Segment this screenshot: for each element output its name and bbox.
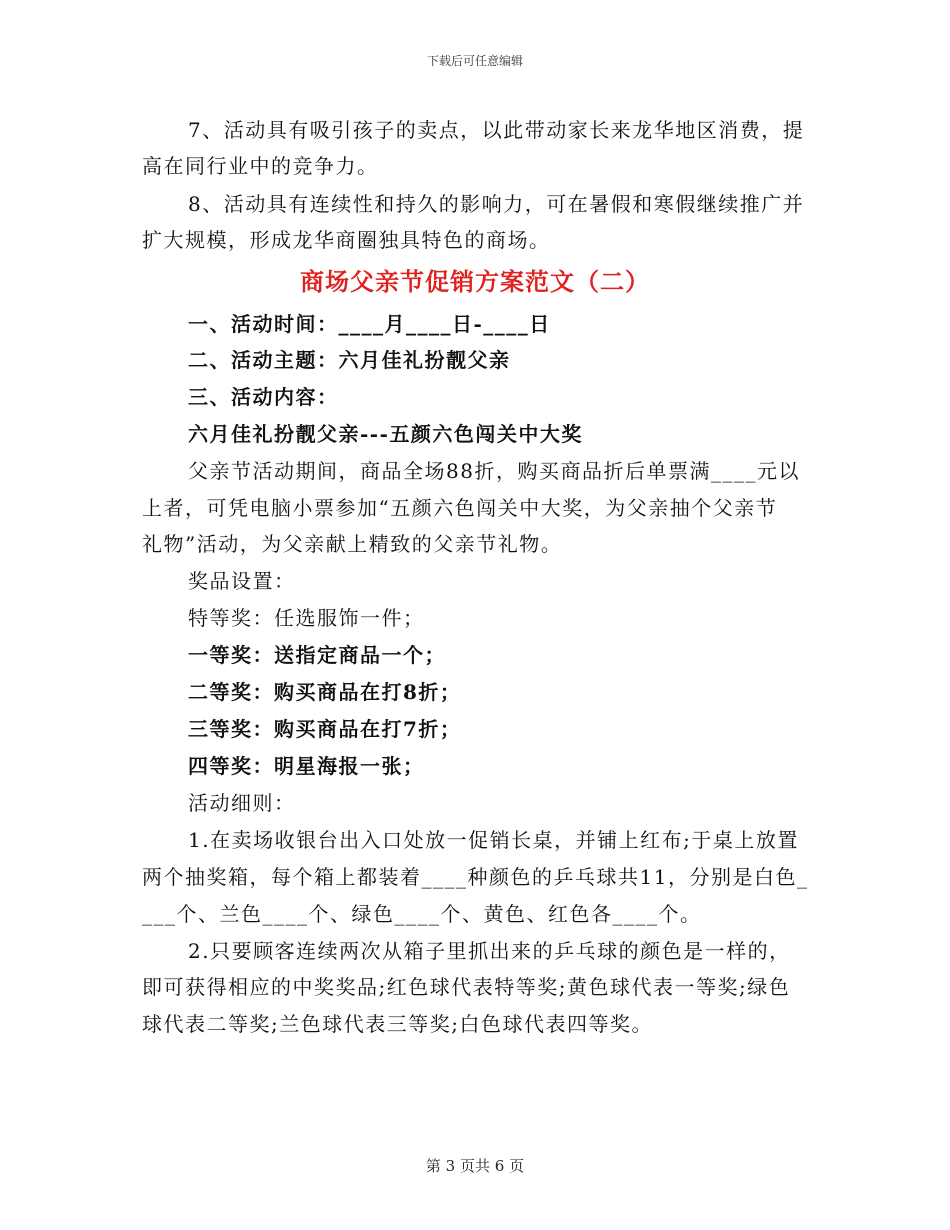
- paragraph-line: 三等奖：购买商品在打7折；: [188, 717, 462, 741]
- paragraph-line: 上者，可凭电脑小票参加“五颜六色闯关中大奖，为父亲抽个父亲节: [142, 496, 778, 520]
- paragraph-line: 7、活动具有吸引孩子的卖点，以此带动家长来龙华地区消费，提: [188, 118, 805, 142]
- paragraph-line: 一等奖：送指定商品一个；: [188, 643, 446, 667]
- paragraph-line: 8、活动具有连续性和持久的影响力，可在暑假和寒假继续推广并: [188, 192, 805, 216]
- paragraph-line: ___个、兰色____个、绿色____个、黄色、红色各____个。: [142, 902, 702, 926]
- paragraph-line: 六月佳礼扮靓父亲---五颜六色闯关中大奖: [188, 422, 583, 446]
- paragraph-line: 一、活动时间：____月____日-____日: [188, 312, 551, 336]
- paragraph-line: 父亲节活动期间，商品全场88折，购买商品折后单票满____元以: [188, 459, 800, 483]
- paragraph-line: 即可获得相应的中奖奖品;红色球代表特等奖;黄色球代表一等奖;绿色: [142, 975, 791, 999]
- paragraph-line: 两个抽奖箱，每个箱上都装着____种颜色的乒乓球共11，分别是白色_: [142, 865, 809, 889]
- page-footer: 第 3 页共 6 页: [425, 1157, 525, 1175]
- paragraph-line: 四等奖：明星海报一张；: [188, 754, 425, 778]
- paragraph-line: 奖品设置：: [188, 569, 296, 593]
- page-header: 下载后可任意编辑: [426, 54, 523, 68]
- paragraph-line: 2.只要顾客连续两次从箱子里抓出来的乒乓球的颜色是一样的，: [188, 939, 791, 963]
- paragraph-line: 二等奖：购买商品在打8折；: [188, 680, 462, 704]
- paragraph-line: 三、活动内容：: [188, 385, 339, 409]
- paragraph-line: 二、活动主题：六月佳礼扮靓父亲: [188, 348, 511, 372]
- paragraph-line: 特等奖：任选服饰一件；: [188, 606, 425, 630]
- paragraph-line: 活动细则：: [188, 791, 296, 815]
- section-title: 商场父亲节促销方案范文（二）: [300, 267, 650, 296]
- paragraph-line: 礼物”活动，为父亲献上精致的父亲节礼物。: [142, 532, 563, 556]
- paragraph-line: 球代表二等奖;兰色球代表三等奖;白色球代表四等奖。: [142, 1012, 653, 1036]
- paragraph-line: 扩大规模，形成龙华商圈独具特色的商场。: [142, 228, 551, 252]
- paragraph-line: 高在同行业中的竞争力。: [142, 154, 379, 178]
- paragraph-line: 1.在卖场收银台出入口处放一促销长桌，并铺上红布;于桌上放置: [188, 828, 799, 852]
